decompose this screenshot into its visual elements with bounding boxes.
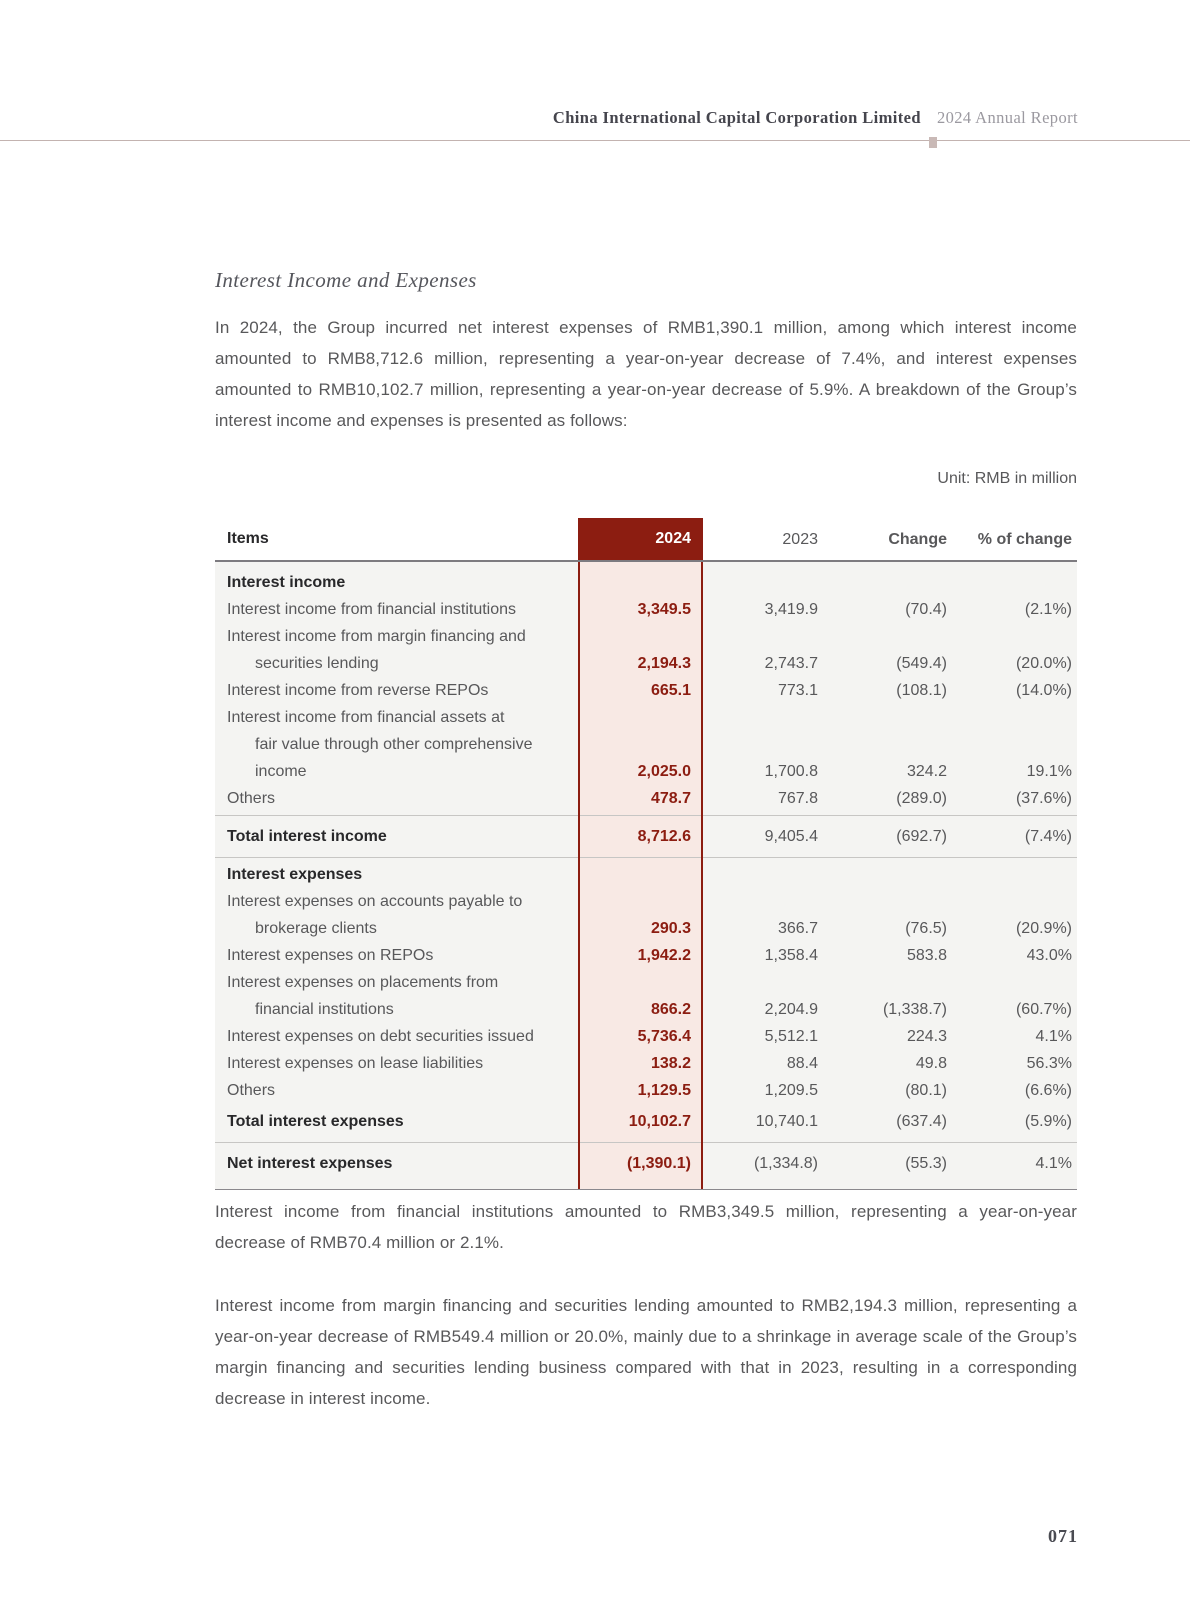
col-header-2023: 2023 bbox=[782, 530, 818, 548]
row-label-line: brokerage clients bbox=[255, 920, 377, 937]
table-row bbox=[215, 888, 1077, 942]
row-separator bbox=[215, 1142, 1077, 1143]
value-2023: 1,358.4 bbox=[764, 947, 818, 964]
body-paragraph: Interest income from financial institutions amounted to RMB3,349.5 million, representing a year-on-year decrease of RMB70.4 million or 2.1%. bbox=[215, 1202, 1077, 1252]
value-pct-change: 19.1% bbox=[1026, 763, 1072, 780]
table-row bbox=[215, 1077, 1077, 1104]
table-row bbox=[215, 1146, 1077, 1181]
page-number: 071 bbox=[1048, 1526, 1078, 1546]
value-change: 324.2 bbox=[906, 763, 947, 780]
value-2023: 3,419.9 bbox=[764, 601, 818, 618]
value-2024: 10,102.7 bbox=[628, 1113, 691, 1130]
value-change: 49.8 bbox=[915, 1055, 947, 1072]
value-2024: 665.1 bbox=[650, 682, 691, 699]
value-pct-change: (60.7%) bbox=[1015, 1001, 1072, 1018]
value-change: (108.1) bbox=[896, 682, 947, 699]
table-row bbox=[215, 677, 1077, 704]
row-label bbox=[215, 785, 578, 812]
unit-note: Unit: RMB in million bbox=[937, 470, 1077, 487]
row-label-line: Interest income bbox=[227, 574, 346, 591]
row-label-line: Total interest expenses bbox=[227, 1113, 404, 1130]
header-square-marker bbox=[929, 137, 937, 148]
row-label-line: Interest income from reverse REPOs bbox=[227, 682, 489, 699]
row-label-line: Others bbox=[227, 790, 276, 807]
row-label bbox=[215, 596, 578, 623]
section-title: Interest Income and Expenses bbox=[215, 268, 477, 292]
value-2023: 767.8 bbox=[777, 790, 818, 807]
value-2023: (1,334.8) bbox=[753, 1155, 818, 1172]
value-change: (76.5) bbox=[905, 920, 947, 937]
value-2023: 10,740.1 bbox=[755, 1113, 818, 1130]
value-pct-change: (37.6%) bbox=[1015, 790, 1072, 807]
table-body bbox=[215, 562, 1077, 1190]
table-row bbox=[215, 1104, 1077, 1139]
row-label bbox=[215, 1108, 578, 1135]
header-rule bbox=[0, 140, 1190, 141]
value-pct-change: 56.3% bbox=[1026, 1055, 1072, 1072]
value-2024: 478.7 bbox=[650, 790, 691, 807]
value-pct-change: (20.0%) bbox=[1015, 655, 1072, 672]
value-change: 224.3 bbox=[906, 1028, 947, 1045]
intro-paragraph: In 2024, the Group incurred net interest expenses of RMB1,390.1 million, among which interest income amounted to RMB8,712.6 million, representing a year-on-year decrease of 7.4%, and interest expenses amounted to RMB10,102.7 million, representing a year-on-year decrease of 5.9%. A breakdown of the Group’s interest income and expenses is presented as follows: bbox=[215, 318, 1077, 430]
value-pct-change: (6.6%) bbox=[1024, 1082, 1072, 1099]
row-label-line: Total interest income bbox=[227, 828, 387, 845]
value-2023: 2,204.9 bbox=[764, 1001, 818, 1018]
table-row bbox=[215, 785, 1077, 812]
table-row bbox=[215, 704, 1077, 785]
value-2024: 290.3 bbox=[650, 920, 691, 937]
value-pct-change: (2.1%) bbox=[1024, 601, 1072, 618]
col-header-pct-change: % of change bbox=[977, 530, 1072, 548]
row-label bbox=[215, 969, 578, 1023]
row-label-line: Interest expenses on accounts payable to bbox=[227, 893, 523, 910]
value-2024: 2,025.0 bbox=[637, 763, 691, 780]
value-change: (289.0) bbox=[896, 790, 947, 807]
table-row bbox=[215, 596, 1077, 623]
value-change: (80.1) bbox=[905, 1082, 947, 1099]
value-2023: 1,209.5 bbox=[764, 1082, 818, 1099]
row-label-line: Interest expenses bbox=[227, 866, 363, 883]
value-2024: 1,129.5 bbox=[637, 1082, 691, 1099]
table-header-row bbox=[215, 518, 1077, 562]
row-label-line: Interest expenses on placements from bbox=[227, 974, 499, 991]
row-label bbox=[215, 861, 1077, 888]
interest-income-expenses-table bbox=[215, 518, 1077, 1190]
col-header-2024: 2024 bbox=[578, 518, 703, 560]
col-header-change: Change bbox=[888, 530, 947, 548]
value-2024: 866.2 bbox=[650, 1001, 691, 1018]
row-label-line: fair value through other comprehensive bbox=[255, 736, 533, 753]
row-separator bbox=[215, 815, 1077, 816]
value-pct-change: (7.4%) bbox=[1024, 828, 1072, 845]
value-change: (1,338.7) bbox=[882, 1001, 947, 1018]
table-body-rows bbox=[215, 569, 1077, 1181]
value-pct-change: (20.9%) bbox=[1015, 920, 1072, 937]
value-2023: 88.4 bbox=[786, 1055, 818, 1072]
value-2023: 1,700.8 bbox=[764, 763, 818, 780]
report-title: 2024 Annual Report bbox=[936, 108, 1078, 127]
row-label bbox=[215, 1150, 578, 1177]
row-label bbox=[215, 677, 578, 704]
row-label-line: income bbox=[255, 763, 307, 780]
value-2024: 2,194.3 bbox=[637, 655, 691, 672]
row-label bbox=[215, 623, 578, 677]
value-change: (637.4) bbox=[896, 1113, 947, 1130]
table-row bbox=[215, 861, 1077, 888]
value-pct-change: (5.9%) bbox=[1024, 1113, 1072, 1130]
value-pct-change: 4.1% bbox=[1035, 1028, 1072, 1045]
value-change: 583.8 bbox=[906, 947, 947, 964]
value-2023: 5,512.1 bbox=[764, 1028, 818, 1045]
value-pct-change: 4.1% bbox=[1035, 1155, 1072, 1172]
table-row bbox=[215, 819, 1077, 854]
row-label-line: Net interest expenses bbox=[227, 1155, 393, 1172]
row-label-line: financial institutions bbox=[255, 1001, 394, 1018]
row-label-line: Interest expenses on REPOs bbox=[227, 947, 434, 964]
running-header bbox=[553, 108, 1078, 128]
row-label-line: securities lending bbox=[255, 655, 379, 672]
value-change: (549.4) bbox=[896, 655, 947, 672]
table-row bbox=[215, 969, 1077, 1023]
row-label-line: Interest income from financial institutions bbox=[227, 601, 517, 618]
value-2023: 2,743.7 bbox=[764, 655, 818, 672]
value-change: (692.7) bbox=[896, 828, 947, 845]
value-2024: 8,712.6 bbox=[637, 828, 691, 845]
row-label-line: Interest income from financial assets at bbox=[227, 709, 505, 726]
col-header-items: Items bbox=[227, 530, 269, 547]
body-paragraph: Interest income from margin financing and securities lending amounted to RMB2,194.3 million, representing a year-on-year decrease of RMB549.4 million or 20.0%, mainly due to a shrinkage in average scale of the Group’s margin financing and securities lending business compared with that in 2023, resulting in a corresponding decrease in interest income. bbox=[215, 1296, 1077, 1408]
row-label-line: Interest income from margin financing and bbox=[227, 628, 526, 645]
value-pct-change: 43.0% bbox=[1026, 947, 1072, 964]
row-label bbox=[215, 1077, 578, 1104]
table-row bbox=[215, 1050, 1077, 1077]
row-separator bbox=[215, 857, 1077, 858]
row-label bbox=[215, 823, 578, 850]
table-row bbox=[215, 942, 1077, 969]
value-2023: 9,405.4 bbox=[764, 828, 818, 845]
table-row bbox=[215, 623, 1077, 677]
row-label-line: Others bbox=[227, 1082, 276, 1099]
row-label bbox=[215, 942, 578, 969]
row-label bbox=[215, 888, 578, 942]
row-label bbox=[215, 1050, 578, 1077]
value-2024: (1,390.1) bbox=[626, 1155, 691, 1172]
value-2023: 366.7 bbox=[777, 920, 818, 937]
row-label-line: Interest expenses on lease liabilities bbox=[227, 1055, 484, 1072]
value-2024: 3,349.5 bbox=[637, 601, 691, 618]
value-pct-change: (14.0%) bbox=[1015, 682, 1072, 699]
row-label bbox=[215, 569, 1077, 596]
value-change: (70.4) bbox=[905, 601, 947, 618]
value-change: (55.3) bbox=[905, 1155, 947, 1172]
value-2024: 5,736.4 bbox=[637, 1028, 691, 1045]
row-label-line: Interest expenses on debt securities issued bbox=[227, 1028, 534, 1045]
company-name: China International Capital Corporation Limited bbox=[552, 108, 921, 127]
row-label bbox=[215, 1023, 578, 1050]
table-row bbox=[215, 569, 1077, 596]
value-2023: 773.1 bbox=[777, 682, 818, 699]
row-label bbox=[215, 704, 578, 785]
value-2024: 138.2 bbox=[650, 1055, 691, 1072]
value-2024: 1,942.2 bbox=[637, 947, 691, 964]
table-row bbox=[215, 1023, 1077, 1050]
